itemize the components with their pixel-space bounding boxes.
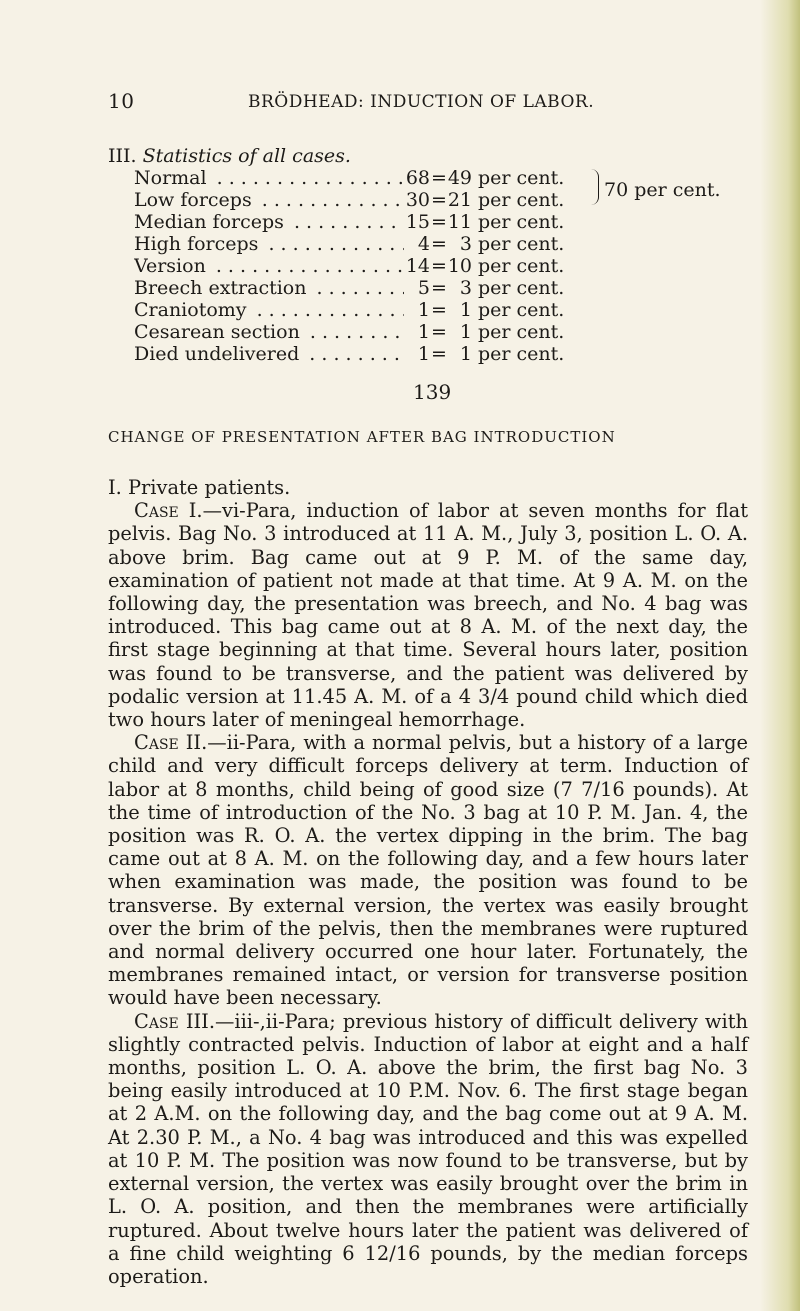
stat-count: 15 [405, 211, 430, 233]
case-paragraph [108, 499, 748, 731]
stat-percent: 3 [459, 277, 472, 299]
stat-row [108, 343, 748, 365]
stat-unit: per cent. [478, 277, 565, 299]
equals-sign: = [431, 299, 447, 321]
stat-label: Craniotomy [134, 299, 251, 321]
case-label: Case II. [134, 731, 208, 755]
statistics-title-text: Statistics of all cases. [142, 145, 351, 167]
stat-label: Version [134, 255, 210, 277]
stat-count: 4 [417, 233, 430, 255]
section-subheading: I. Private patients. [108, 476, 291, 499]
stat-percent: 49 [447, 167, 472, 189]
statistics-table [108, 145, 748, 365]
case-paragraph [108, 1010, 748, 1288]
stat-label: Breech extraction [134, 277, 310, 299]
bracket-note: 70 per cent. [604, 179, 721, 201]
stat-percent: 10 [447, 255, 472, 277]
case-text: —ii-Para, with a normal pelvis, but a history of a large child and very difficult forceps delivery at term. Induction of labor at 8 months, child being of good size (7 7/16 pounds). At the time of introduction of the No. 3 bag at 10 P. M. Jan. 4, the position was R. O. A. the vertex dipping in the brim. The bag came out at 8 A. M. on the following day, and a few hours later when examination was made, the position was found to be transverse. By external version, the vertex was easily brought over the brim of the pelvis, then the membranes were ruptured and normal delivery occurred one hour later. Fortunately, the membranes remained intact, or version for transverse position would have been necessary. [108, 731, 748, 1010]
stat-count: 1 [417, 299, 430, 321]
equals-sign: = [431, 189, 447, 211]
case-label: Case III. [134, 1009, 216, 1033]
running-head: BRÖDHEAD: INDUCTION OF LABOR. [248, 92, 595, 112]
bracket [588, 169, 599, 205]
equals-sign: = [431, 211, 447, 233]
section-heading: CHANGE OF PRESENTATION AFTER BAG INTRODUCTION [108, 428, 616, 446]
case-label: Case I. [134, 499, 203, 523]
stat-percent: 1 [459, 343, 472, 365]
stat-row [108, 233, 748, 255]
stat-percent: 21 [447, 189, 472, 211]
stat-count: 68 [405, 167, 430, 189]
stat-label: Normal [134, 167, 211, 189]
body-text [108, 476, 748, 1288]
stat-percent: 1 [459, 321, 472, 343]
equals-sign: = [431, 321, 447, 343]
equals-sign: = [431, 233, 447, 255]
stat-label: Cesarean section [134, 321, 304, 343]
stat-percent: 3 [459, 233, 472, 255]
stat-unit: per cent. [478, 233, 565, 255]
stat-unit: per cent. [478, 211, 565, 233]
case-paragraph [108, 731, 748, 1009]
statistics-title [108, 145, 748, 167]
stat-unit: per cent. [478, 167, 565, 189]
statistics-roman-numeral: III. [108, 145, 137, 167]
stat-unit: per cent. [478, 299, 565, 321]
stat-label: Low forceps [134, 189, 256, 211]
stat-label: High forceps [134, 233, 262, 255]
stat-percent: 1 [459, 299, 472, 321]
stat-unit: per cent. [478, 321, 565, 343]
stat-count: 1 [417, 321, 430, 343]
stat-row [108, 211, 748, 233]
stat-percent: 11 [447, 211, 472, 233]
equals-sign: = [431, 277, 447, 299]
stat-unit: per cent. [478, 343, 565, 365]
stat-count: 30 [405, 189, 430, 211]
stat-row [108, 255, 748, 277]
stat-label: Median forceps [134, 211, 288, 233]
stat-count: 14 [405, 255, 430, 277]
stat-unit: per cent. [478, 255, 565, 277]
stat-row [108, 277, 748, 299]
equals-sign: = [431, 343, 447, 365]
case-text: —vi-Para, induction of labor at seven months for flat pelvis. Bag No. 3 introduced at 11 A. M., July 3, position L. O. A. above brim. Bag came out at 9 P. M. of the same day, examination of patient not made at that time. At 9 A. M. on the following day, the presentation was breech, and No. 4 bag was introduced. This bag came out at 8 A. M. of the next day, the first stage beginning at that time. Several hours later, position was found to be transverse, and the patient was delivered by podalic version at 11.45 A. M. of a 4 3/4 pound child which died two hours later of meningeal hemorrhage. [108, 499, 748, 732]
stat-label: Died undelivered [134, 343, 303, 365]
stat-row [108, 321, 748, 343]
page-number: 10 [108, 89, 135, 113]
total-cases: 139 [413, 380, 452, 404]
case-text: —iii-,ii-Para; previous history of difficult delivery with slightly contracted pelvis. Induction of labor at eight and a half months, position L. O. A. above the brim, the first bag No. 3 being easily introduced at 10 P.M. Nov. 6. The first stage began at 2 A.M. on the following day, and the bag come out at 9 A. M. At 2.30 P. M., a No. 4 bag was introduced and this was expelled at 10 P. M. The position was now found to be transverse, but by external version, the vertex was easily brought over the brim in L. O. A. position, and then the membranes were artificially ruptured. About twelve hours later the patient was delivered of a fine child weighting 6 12/16 pounds, by the median forceps operation. [108, 1009, 748, 1288]
stat-count: 5 [417, 277, 430, 299]
equals-sign: = [431, 167, 447, 189]
stat-count: 1 [417, 343, 430, 365]
equals-sign: = [431, 255, 447, 277]
page-edge-shadow [760, 0, 800, 1311]
stat-unit: per cent. [478, 189, 565, 211]
stat-row [108, 299, 748, 321]
